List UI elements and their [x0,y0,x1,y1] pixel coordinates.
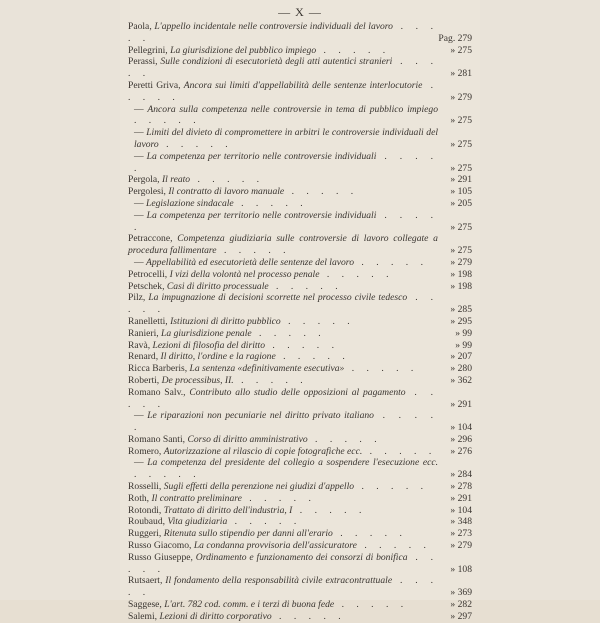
entry-title: Ordinamento e funzionamento dei consorzi di bonifica [195,551,408,563]
entry-author: — [134,197,146,209]
entry-author: Roberti, [128,374,162,386]
entry-title: Lezioni di diritto corporativo [159,610,272,622]
entry-title: La giurisdizione penale [161,327,252,339]
entry-title: L'art. 782 cod. comm. e i terzi di buona fede [164,599,335,611]
entry-text [128,599,438,611]
entry-title: La competenza del presidente del collegio a sospendere l'esecuzione ecc. [147,457,438,469]
leader-dots: . . . . . [268,280,343,292]
index-entry [128,363,476,375]
leader-dots: . . . . . [134,469,201,481]
entry-title: Il contratto di lavoro manuale [168,186,285,198]
index-entry [128,457,476,481]
entry-page-number: » 280 [450,363,472,375]
entry-page-number: » 362 [450,374,472,386]
entry-title: La sentenza «definitivamente esecutiva» [189,363,345,375]
entry-text [128,316,438,328]
book-page [120,0,480,622]
entry-author: — [134,209,147,221]
leader-dots: . . . . . [128,79,439,103]
entry-page-number: » 207 [450,351,472,363]
right-margin [480,0,600,600]
entry-author: — [134,410,148,422]
leader-dots: . . . . . [354,481,429,493]
index-entry [128,198,476,210]
entry-page-number: » 282 [450,599,472,611]
index-entry [128,434,476,446]
entry-author: — [134,457,148,469]
leader-dots: . . . . . [284,186,359,198]
leader-dots: . . . . . [128,575,438,599]
entry-author: Peretti Griva, [128,79,184,91]
entry-text [128,80,438,104]
entry-text [128,281,438,293]
leader-dots: . . . . . [134,115,201,127]
index-entry [128,257,476,269]
entry-text [128,233,438,257]
index-entry [128,505,476,517]
leader-dots: . . . . . [344,363,419,375]
entry-title: Ancora sulla competenza nelle controversie in tema di pubblico impiego [147,103,438,115]
entry-author: Ranieri, [128,327,162,339]
leader-dots: . . . . . [271,610,346,622]
entry-page-number: » 273 [450,528,472,540]
entry-page-number: » 369 [450,587,472,599]
entry-page-number: » 297 [450,610,472,622]
entry-page-number: » 104 [450,422,472,434]
index-entry [128,410,476,434]
index-entry [128,446,476,458]
entry-page-number: Pag. 279 [438,32,472,44]
entry-text [128,45,438,57]
entry-page-number: » 291 [450,174,472,186]
entry-page-number: » 281 [450,68,472,80]
entry-text [128,493,438,505]
entry-text [128,387,438,411]
leader-dots: . . . . . [216,245,291,257]
entry-title: Sugli effetti della perenzione nei giudizi d'appello [163,481,355,493]
leader-dots: . . . . . [190,174,265,186]
leader-dots: . . . . . [319,268,394,280]
entry-text [128,611,438,623]
entry-author: Petraccone, [128,233,178,245]
leader-dots: . . . . . [128,551,439,575]
entry-page-number: » 105 [450,186,472,198]
entry-text [128,56,438,80]
entry-text [128,434,438,446]
index-entry [128,80,476,104]
index-entry [128,233,476,257]
entry-page-number: » 284 [450,469,472,481]
index-entry [128,552,476,576]
entry-text [128,516,438,528]
index-entry [128,281,476,293]
entry-title: Corso di diritto amministrativo [187,433,308,445]
entry-page-number: » 275 [450,162,472,174]
leader-dots: . . . . . [128,56,439,80]
entry-author: Ricca Barberis, [128,363,190,375]
index-entry [128,21,476,45]
entry-text [128,457,438,481]
entry-title: Autorizzazione al rilascio di copie fotografiche ecc. [163,445,363,457]
entry-text [128,198,438,210]
entry-author: — [134,256,146,268]
leader-dots: . . . . . [134,410,439,434]
entry-page-number: » 348 [450,516,472,528]
entry-author: Salemi, [128,610,160,622]
entry-title: Legislazione sindacale [146,197,234,209]
entry-title: Il reato [161,174,191,186]
leader-dots: . . . . . [265,339,339,351]
entry-text [128,575,438,599]
entry-title: Contributo allo studio delle opposizioni al pagamento [189,386,406,398]
entry-text [128,127,438,151]
entry-page-number: » 108 [450,563,472,575]
entry-title: Le riparazioni non pecuniarie nel diritto privato italiano [147,410,374,422]
index-entry [128,387,476,411]
entry-title: La impugnazione di decisioni scorrette nel processo civile tedesco [148,292,408,304]
index-entry [128,269,476,281]
entry-author: Russo Giacomo, [128,540,194,552]
entry-author: Rutsaert, [128,575,166,587]
entry-page-number: » 275 [450,115,472,127]
entry-author: Saggese, [128,599,165,611]
leader-dots: . . . . . [275,351,350,363]
entry-author: Paola, [128,21,155,32]
leader-dots: . . . . . [158,138,233,150]
entry-page-number: » 279 [450,540,472,552]
index-entry [128,375,476,387]
entry-author: Russo Giuseppe, [128,551,196,563]
entry-author: Pergolesi, [128,186,169,198]
entry-author: Renard, [128,351,161,363]
entry-title: De processibus, II. [161,374,234,386]
entry-text [128,186,438,198]
leader-dots: . . . . . [128,292,438,316]
index-entry [128,151,476,175]
index-entry [128,340,476,352]
entry-page-number: » 275 [450,221,472,233]
entry-author: — [134,150,147,162]
entry-title: Casi di diritto processuale [166,280,269,292]
entry-text [128,104,438,128]
entry-title: Competenza giudiziaria sulle controversie di lavoro collegate a procedura fallimentare [128,233,438,257]
index-entry [128,599,476,611]
entry-text [128,328,438,340]
index-entry [128,328,476,340]
entry-title: Il diritto, l'ordine e la ragione [160,351,276,363]
entry-author: Romano Santi, [128,433,188,445]
entry-title: I vizi della volontà nel processo penale [169,268,320,280]
entry-title: Il contratto preliminare [151,492,242,504]
entry-author: — [134,103,148,115]
entry-page-number: » 198 [450,268,472,280]
entry-page-number: » 291 [450,398,472,410]
page-header: — X — [278,5,322,19]
entry-text [128,552,438,576]
entry-title: Istituzioni di diritto pubblico [170,315,281,327]
entry-title: Ritenuta sullo stipendio per danni all'erario [163,528,333,540]
entry-author: Romano Salv., [128,386,190,398]
leader-dots: . . . . . [233,374,308,386]
entry-page-number: » 285 [450,304,472,316]
entry-page-number: » 99 [455,339,472,351]
leader-dots: . . . . . [332,528,407,540]
entry-page-number: » 205 [450,197,472,209]
entry-page-number: » 104 [450,504,472,516]
entry-title: Sulle condizioni di esecutorietà degli atti autentici stranieri [160,56,393,68]
entry-text [128,505,438,517]
leader-dots: . . . . . [241,492,316,504]
entry-text [128,375,438,387]
entry-author: Roth, [128,492,152,504]
entry-title: L'appello incidentale nelle controversie individuali del lavoro [154,21,393,32]
leader-dots: . . . . . [362,445,437,457]
index-entry [128,516,476,528]
index-entry [128,210,476,234]
entry-text [128,174,438,186]
entry-title: Ancora sui limiti d'appellabilità delle sentenze interlocutorie [183,79,423,91]
entry-author: Ravà, [128,339,153,351]
entry-text [128,340,438,352]
entry-page-number: » 295 [450,315,472,327]
index-list [128,21,476,623]
leader-dots: . . . . . [307,433,382,445]
index-entry [128,45,476,57]
entry-title: Trattato di diritto dell'industria, I [163,504,293,516]
entry-author: — [134,127,147,139]
entry-text [128,363,438,375]
entry-title: Il fondamento della responsabilità civile extracontrattuale [165,575,393,587]
entry-page-number: » 198 [450,280,472,292]
leader-dots: . . . . . [334,599,409,611]
index-entry [128,56,476,80]
leader-dots: . . . . . [280,315,355,327]
entry-text [128,540,438,552]
entry-title: La giurisdizione del pubblico impiego [170,44,317,56]
entry-page-number: » 279 [450,91,472,103]
entry-text [128,292,438,316]
entry-title: Lezioni di filosofia del diritto [152,339,265,351]
entry-page-number: » 99 [455,327,472,339]
entry-page-number: » 296 [450,433,472,445]
index-entry [128,540,476,552]
entry-page-number: » 275 [450,138,472,150]
entry-title: La condanna provvisoria dell'assicuratore [193,540,357,552]
index-entry [128,528,476,540]
entry-page-number: » 279 [450,256,472,268]
index-entry [128,104,476,128]
index-entry [128,127,476,151]
entry-author: Perassi, [128,56,161,68]
index-entry [128,351,476,363]
entry-title: Vita giudiziaria [167,516,228,528]
entry-author: Petrocelli, [128,268,170,280]
entry-text [128,257,438,269]
leader-dots: . . . . . [251,327,326,339]
entry-author: Petschek, [128,280,167,292]
leader-dots: . . . . . [134,209,439,233]
leader-dots: . . . . . [128,386,438,410]
leader-dots: . . . . . [233,197,308,209]
entry-author: Rosselli, [128,481,164,493]
entry-page-number: » 275 [450,245,472,257]
entry-author: Pellegrini, [128,44,171,56]
entry-text [128,481,438,493]
index-entry [128,493,476,505]
entry-text [128,528,438,540]
entry-author: Rotondi, [128,504,164,516]
entry-text [128,210,438,234]
leader-dots: . . . . . [292,504,367,516]
index-entry [128,316,476,328]
leader-dots: . . . . . [227,516,302,528]
entry-title: Limiti del divieto di compromettere in arbitri le controversie individuali del lavoro [134,127,438,150]
leader-dots: . . . . . [356,540,431,552]
left-margin [0,0,120,600]
entry-text [128,269,438,281]
leader-dots: . . . . . [134,150,439,174]
entry-author: Roubaud, [128,516,168,528]
entry-text [128,21,438,45]
entry-author: Pergola, [128,174,162,186]
leader-dots: . . . . . [128,21,438,44]
entry-page-number: » 278 [450,481,472,493]
index-entry [128,292,476,316]
entry-title: La competenza per territorio nelle controversie individuali [146,150,377,162]
index-entry [128,186,476,198]
entry-page-number: » 291 [450,492,472,504]
leader-dots: . . . . . [354,256,428,268]
entry-text [128,351,438,363]
leader-dots: . . . . . [316,44,391,56]
entry-author: Ranelletti, [128,315,171,327]
entry-page-number: » 276 [450,445,472,457]
entry-title: La competenza per territorio nelle controversie individuali [146,209,377,221]
index-entry [128,174,476,186]
index-entry [128,611,476,623]
entry-text [128,446,438,458]
index-entry [128,481,476,493]
entry-author: Romero, [128,445,164,457]
entry-author: Ruggeri, [128,528,164,540]
entry-title: Appellabilità ed esecutorietà delle sentenze del lavoro [146,256,354,268]
entry-author: Pilz, [128,292,149,304]
index-entry [128,575,476,599]
entry-text [128,151,438,175]
entry-text [128,410,438,434]
entry-page-number: » 275 [450,44,472,56]
